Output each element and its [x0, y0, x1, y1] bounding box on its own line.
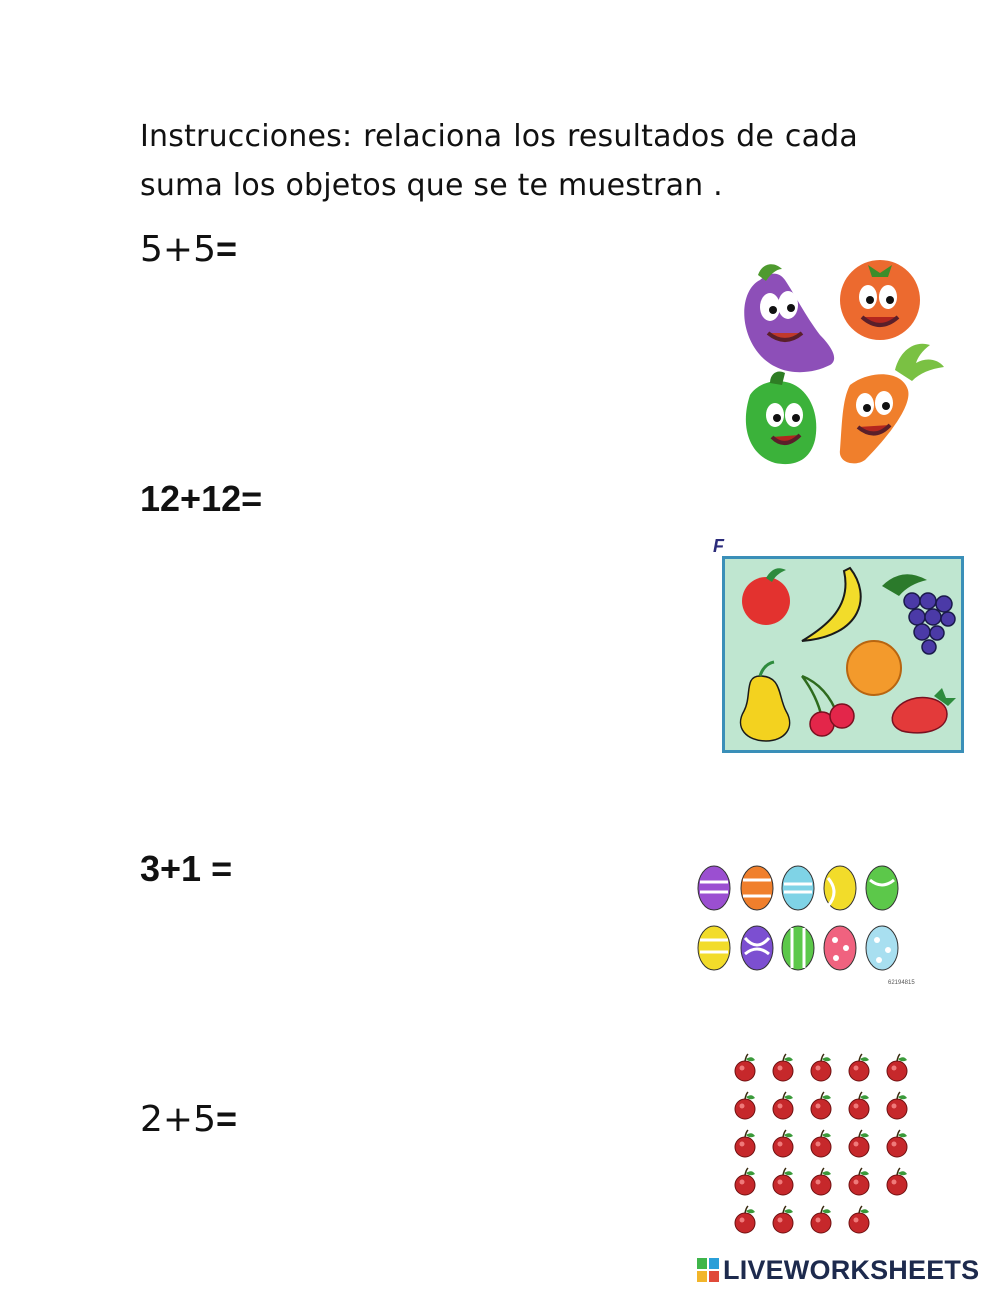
- apple-icon: [735, 1054, 755, 1081]
- apple-icon: [735, 1092, 755, 1119]
- apple-icon: [887, 1130, 907, 1157]
- apple-icon: [773, 1054, 793, 1081]
- instructions-text: Instrucciones: relaciona los resultados de cada suma los objetos que se te muestran .: [140, 119, 858, 203]
- egg-row-2: [698, 926, 898, 970]
- egg-row-1: [698, 866, 898, 910]
- logo-text: LIVEWORKSHEETS: [723, 1254, 980, 1285]
- apple-icon: [735, 1206, 755, 1233]
- orange-icon: [847, 641, 901, 695]
- apples-grid-icon[interactable]: [725, 1050, 920, 1240]
- apple-icon: [887, 1054, 907, 1081]
- fruit-board-mark: F: [713, 536, 724, 556]
- apple-icon: [811, 1130, 831, 1157]
- apple-icon: [811, 1206, 831, 1233]
- pepper-icon: [746, 371, 816, 464]
- apple-icon: [735, 1130, 755, 1157]
- problem-4: [140, 1098, 237, 1140]
- apple-icon: [849, 1092, 869, 1119]
- apple-icon: [811, 1054, 831, 1081]
- apple-icon: [811, 1168, 831, 1195]
- apple-icon: [887, 1092, 907, 1119]
- problem-1-equals: =: [215, 228, 238, 269]
- problem-1: [140, 228, 237, 270]
- liveworksheets-logo-icon: [697, 1258, 719, 1282]
- apple-icon: [849, 1054, 869, 1081]
- fruit-board-icon[interactable]: [722, 556, 964, 753]
- liveworksheets-logo[interactable]: [697, 1254, 979, 1286]
- apple-icon: [811, 1092, 831, 1119]
- egg-image-code: 62194815: [888, 980, 915, 986]
- apple-icon: [773, 1130, 793, 1157]
- tomato-icon: [840, 260, 920, 340]
- carrot-icon: [840, 344, 944, 464]
- cartoon-vegetables-icon[interactable]: [730, 255, 945, 470]
- apple-icon: [773, 1206, 793, 1233]
- problem-3: 3+1 =: [140, 848, 233, 889]
- apple-icon: [735, 1168, 755, 1195]
- apple-icon: [849, 1206, 869, 1233]
- apple-icon: [849, 1130, 869, 1157]
- apple-icon: [773, 1168, 793, 1195]
- apple-icon: [849, 1168, 869, 1195]
- apple-icon: [887, 1168, 907, 1195]
- problem-2: 12+12=: [140, 478, 263, 519]
- problem-4-equals: =: [215, 1098, 238, 1139]
- easter-eggs-icon[interactable]: [680, 840, 920, 990]
- apple-icon: [773, 1092, 793, 1119]
- problem-1-operands: 5+5: [140, 229, 216, 270]
- eggplant-icon: [744, 264, 834, 372]
- problem-4-operands: 2+5: [140, 1099, 216, 1140]
